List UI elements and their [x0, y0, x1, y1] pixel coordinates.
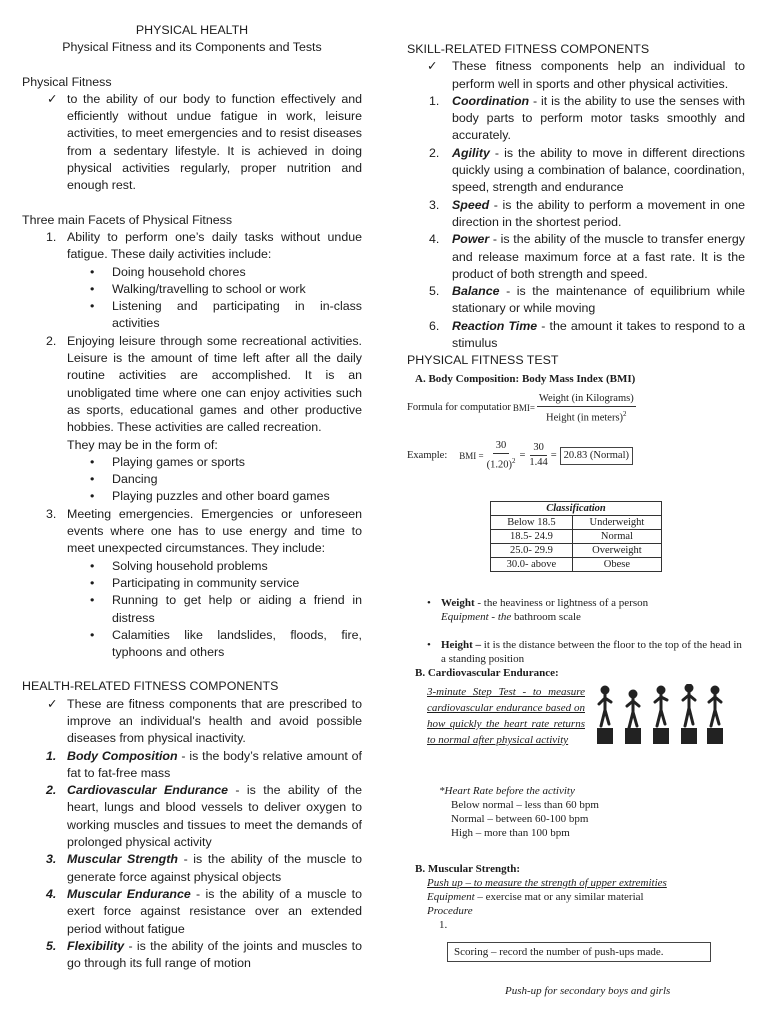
pushup-text: Push up – to measure the strength of upper extremities	[427, 876, 667, 889]
classification-cell: Underweight	[572, 515, 661, 529]
heart-rate-item: Normal – between 60-100 bpm	[451, 812, 589, 825]
heart-rate-item: Below normal – less than 60 bpm	[451, 798, 599, 811]
physical-fitness-definition: ✓ to the ability of our body to function effectively and efficiently without undue fatigue in work, leisure activities, to meet emergencies and to resist diseases from a sedentary lifestyle. It is achieved in doing physical activities regularly, proper nutrition and enough rest.	[47, 91, 362, 193]
bmi-range-cell: 30.0- above	[491, 557, 573, 571]
skill-heading: SKILL-RELATED FITNESS COMPONENTS	[407, 42, 650, 56]
list-item: 2. Agility - is the ability to move in different directions quickly using a combination of balance, coordination, speed, strength and endurance	[429, 145, 745, 195]
bmi-result: 20.83 (Normal)	[560, 447, 633, 465]
heart-rate-item: High – more than 100 bpm	[451, 826, 570, 839]
bullet-icon: •	[90, 264, 95, 279]
bmi-section	[407, 372, 745, 998]
facet-2-list	[22, 454, 362, 506]
bullet-icon: •	[90, 454, 95, 469]
step-box	[597, 728, 613, 744]
list-item: • Walking/travelling to school or work	[22, 281, 362, 298]
table-row	[491, 543, 662, 557]
component-term: Reaction Time	[452, 318, 538, 333]
step-box	[653, 728, 669, 744]
bullet-icon: •	[90, 627, 95, 642]
list-item: 3. Speed - is the ability to perform a movement in one direction in the shortest period.	[429, 197, 745, 229]
classification-cell: Obese	[572, 557, 661, 571]
step-test-text: 3-minute Step Test - to measure cardiovascular endurance based on how quickly the heart rate returns to normal after physical activity	[427, 685, 585, 746]
fitness-test-heading: PHYSICAL FITNESS TEST	[407, 353, 559, 368]
page-title: PHYSICAL HEALTH	[135, 23, 249, 37]
list-item: 4. Power - is the ability of the muscle to transfer energy and release maximum force at a fast rate. It is the product of both strength and speed.	[429, 232, 745, 281]
health-heading: HEALTH-RELATED FITNESS COMPONENTS	[22, 679, 279, 694]
bmi-heading: A. Body Composition: Body Mass Index (BMI)	[415, 372, 636, 385]
facet-2: 2. Enjoying leisure through some recreational activities. Leisure is the amount of time left after all the daily routine activities are accomplished. It is an unobligated time where one can enjoy activities such as sports, educational games and other productive hobbies. These activities are called recreation.	[46, 333, 362, 435]
facet-3: 3. Meeting emergencies. Emergencies or unforeseen events where one has to use energy and time to meet unexpected circumstances. They include:	[46, 506, 362, 556]
component-term: Flexibility	[67, 938, 125, 953]
component-term: Agility	[452, 145, 490, 160]
pushup-caption: Push-up for secondary boys and girls	[505, 984, 671, 997]
list-item: • Calamities like landslides, floods, fire, typhoons and others	[90, 627, 362, 660]
facet-1-list	[22, 264, 362, 333]
list-item: • Doing household chores	[22, 264, 362, 281]
cardio-heading: B. Cardiovascular Endurance:	[415, 666, 559, 679]
component-term: Balance	[452, 284, 500, 299]
height-definition: • Height – it is the distance between the floor to the top of the head in a standing position	[427, 638, 742, 665]
scoring-box: Scoring – record the number of push-ups made.	[447, 942, 711, 962]
bmi-classification-table	[490, 501, 662, 572]
step-box	[625, 728, 641, 744]
classification-cell: Overweight	[572, 543, 661, 557]
list-item: • Running to get help or aiding a friend in distress	[90, 593, 362, 625]
list-item: • Participating in community service	[22, 575, 362, 592]
weight-definition: • Weight - the heaviness or lightness of a person Equipment - the bathroom scale	[427, 596, 649, 623]
bullet-icon: •	[90, 558, 95, 573]
checkmark-icon: ✓	[47, 696, 58, 711]
left-column	[22, 22, 362, 972]
facet-3-list	[22, 558, 362, 662]
bmi-range-cell: 18.5- 24.9	[491, 529, 573, 543]
list-item: • Playing games or sports	[22, 454, 362, 471]
list-item: • Solving household problems	[22, 558, 362, 575]
bmi-range-cell: 25.0- 29.9	[491, 543, 573, 557]
component-term: Body Composition	[67, 748, 178, 763]
component-term: Speed	[452, 197, 490, 212]
bullet-icon: •	[90, 575, 95, 590]
list-item: 5. Flexibility - is the ability of the joints and muscles to go through its full range of motion	[46, 938, 362, 971]
table-row	[491, 557, 662, 571]
facet-2-form: They may be in the form of:	[67, 437, 218, 452]
bmi-example: Example: BMI = $\frac{30}{(1.20)^2}$ = $\frac{30}{1.44}$ = 20.83 (Normal)	[407, 439, 745, 473]
table-row	[491, 515, 662, 529]
bmi-range-cell: Below 18.5	[491, 515, 573, 529]
health-components-list	[22, 748, 362, 973]
list-item: 2. Cardiovascular Endurance - is the ability of the heart, lungs and blood vessels to deliver oxygen to working muscles and tissues to meet the demands of prolonged physical activity	[46, 783, 362, 850]
muscular-strength-heading: B. Muscular Strength:	[415, 862, 521, 875]
list-item: • Listening and participating in in-class activities	[90, 299, 362, 331]
health-intro: ✓ These are fitness components that are prescribed to improve an individual's health and avoid possible diseases from physical inactivity.	[47, 696, 362, 746]
bullet-icon: •	[90, 281, 95, 296]
pushup-section: Push up – to measure the strength of upper extremities Equipment – exercise mat or any similar material Procedure 1. Scoring – record the number of push-ups made. Push-up for secondary boys and girls	[407, 876, 745, 998]
classification-cell: Normal	[572, 529, 661, 543]
bullet-icon: •	[427, 596, 431, 609]
step-test	[407, 684, 745, 748]
checkmark-icon: ✓	[47, 91, 58, 106]
step-box	[707, 728, 723, 744]
checkmark-icon: ✓	[427, 59, 438, 74]
table-row	[491, 529, 662, 543]
list-item: 6. Reaction Time - the amount it takes to respond to a stimulus	[429, 318, 745, 351]
skill-components-list	[407, 93, 745, 352]
step-box	[681, 728, 697, 744]
bullet-icon: •	[90, 472, 95, 487]
step-test-illustration	[595, 684, 725, 748]
facets-heading: Three main Facets of Physical Fitness	[22, 212, 233, 227]
table-header: Classification	[491, 501, 662, 515]
page-subtitle: Physical Fitness and its Components and Tests	[62, 40, 322, 55]
component-term: Muscular Strength	[67, 852, 178, 867]
list-item: 1. Coordination - it is the ability to use the senses with body parts to perform motor tasks smoothly and accurately.	[429, 93, 745, 143]
bmi-formula: Formula for computatior BMI= Weight (in Kilograms) Height (in meters)$^2$	[407, 392, 634, 424]
list-item: • Dancing	[22, 471, 362, 488]
component-term: Power	[452, 232, 490, 247]
component-term: Cardiovascular Endurance	[67, 783, 228, 798]
list-item: 1. Body Composition - is the body’s relative amount of fat to fat-free mass	[46, 748, 362, 780]
component-term: Muscular Endurance	[67, 886, 191, 901]
list-item: • Playing puzzles and other board games	[22, 488, 362, 505]
skill-intro: ✓ These fitness components help an individual to perform well in sports and other physical activities.	[427, 59, 745, 91]
bullet-icon: •	[427, 638, 431, 651]
bullet-icon: •	[90, 593, 95, 608]
list-item: 5. Balance - is the maintenance of equilibrium while stationary or while moving	[429, 284, 745, 316]
heart-rate-info: *Heart Rate before the activity Below normal – less than 60 bpm Normal – between 60-100 bpm High – more than 100 bpm	[407, 784, 745, 840]
bullet-icon: •	[90, 299, 95, 314]
right-column	[407, 41, 745, 998]
bullet-icon: •	[90, 489, 95, 504]
list-item: 4. Muscular Endurance - is the ability of a muscle to exert force against resistance over an extended period without fatigue	[46, 886, 363, 936]
procedure-label: Procedure	[427, 904, 473, 917]
component-term: Coordination	[452, 93, 530, 108]
physical-fitness-heading: Physical Fitness	[22, 74, 112, 89]
facet-1: 1. Ability to perform one’s daily tasks without undue fatigue. These daily activities include:	[46, 229, 362, 262]
list-item: 3. Muscular Strength - is the ability of the muscle to generate force against physical objects	[46, 852, 362, 884]
